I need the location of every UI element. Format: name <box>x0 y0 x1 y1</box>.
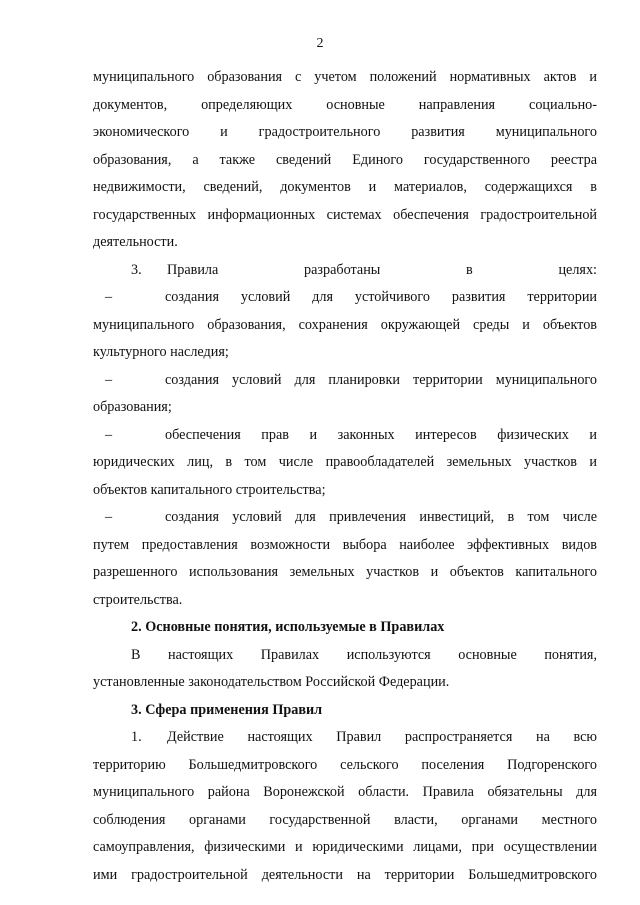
item-dash: – <box>105 509 113 525</box>
paragraph-line: строительства. <box>93 591 183 608</box>
dash-item-line <box>93 367 597 395</box>
paragraph-line: муниципального образования с учетом положений нормативных актов и <box>93 69 597 85</box>
paragraph-line: культурного наследия; <box>93 344 229 360</box>
item-text: Правила разработаны в целях: <box>167 261 597 278</box>
paragraph-line: деятельности. <box>93 234 178 250</box>
paragraph-line: территорию Большедмитровского сельского поселения Подгоренского <box>93 756 597 773</box>
paragraph-line: образования, а также сведений Единого государственного реестра <box>93 151 597 168</box>
page-number: 2 <box>316 36 324 51</box>
paragraph-line: муниципального района Воронежской области. Правила обязательны для <box>93 784 597 800</box>
paragraph-line: объектов капитального строительства; <box>93 481 326 498</box>
paragraph-line: путем предоставления возможности выбора наиболее эффективных видов <box>93 536 597 553</box>
item-number: 3. <box>131 261 142 278</box>
paragraph-line: соблюдения органами государственной власти, органами местного <box>93 811 597 828</box>
dash-item-line <box>93 422 597 450</box>
document-body <box>93 64 597 889</box>
paragraph-line: государственных информационных системах обеспечения градостроительной <box>93 206 597 223</box>
paragraph-line: образования; <box>93 399 172 415</box>
paragraph-line: В настоящих Правилах используются основные понятия, <box>131 646 597 663</box>
item-text: Действие настоящих Правил распространяется на всю <box>167 729 597 745</box>
paragraph-line: разрешенного использования земельных участков и объектов капитального <box>93 564 597 580</box>
item-dash: – <box>105 289 113 305</box>
paragraph-line: документов, определяющих основные направления социально- <box>93 96 597 113</box>
section-heading: 3. Сфера применения Правил <box>131 701 323 718</box>
section-heading: 2. Основные понятия, используемые в Правилах <box>131 619 445 635</box>
item-dash: – <box>105 426 113 443</box>
paragraph-line: юридических лиц, в том числе правообладателей земельных участков и <box>93 454 597 470</box>
dash-item-line <box>93 504 597 532</box>
paragraph-line: установленные законодательством Российской Федерации. <box>93 674 450 690</box>
numbered-item-line <box>93 724 597 752</box>
paragraph-line: самоуправления, физическими и юридическими лицами, при осуществлении <box>93 839 597 855</box>
item-text: создания условий для привлечения инвестиций, в том числе <box>165 509 597 525</box>
numbered-item-line <box>93 257 597 285</box>
dash-item-line <box>93 284 597 312</box>
paragraph-line: муниципального образования, сохранения окружающей среды и объектов <box>93 316 597 333</box>
item-text: создания условий для планировки территории муниципального <box>165 371 597 388</box>
item-dash: – <box>105 371 113 388</box>
item-number: 1. <box>131 729 142 745</box>
paragraph-line: ими градостроительной деятельности на территории Большедмитровского <box>93 866 597 883</box>
item-text: обеспечения прав и законных интересов физических и <box>165 426 597 443</box>
paragraph-line: экономического и градостроительного развития муниципального <box>93 124 597 140</box>
item-text: создания условий для устойчивого развития территории <box>165 289 597 305</box>
paragraph-line: недвижимости, сведений, документов и материалов, содержащихся в <box>93 179 597 195</box>
